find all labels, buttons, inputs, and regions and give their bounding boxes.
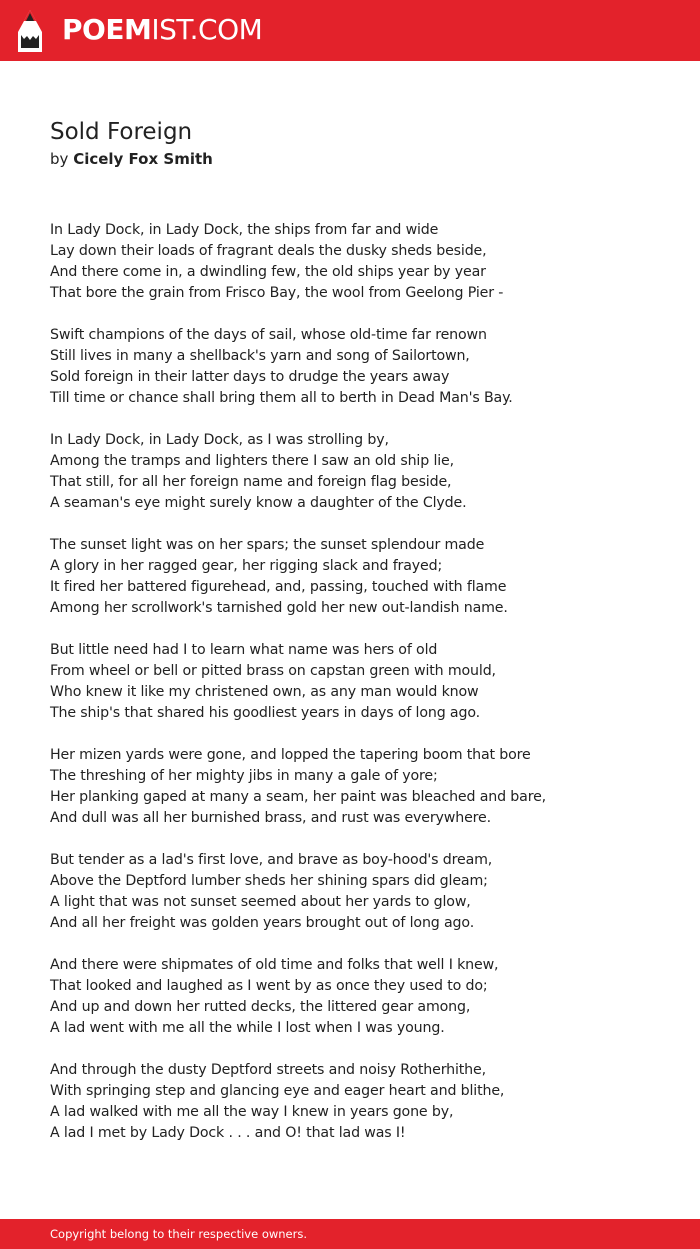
poem-line: Among her scrollwork's tarnished gold her new out-landish name. — [50, 600, 508, 616]
poem-line: Who knew it like my christened own, as any man would know — [50, 684, 479, 700]
poem-line: That looked and laughed as I went by as once they used to do; — [50, 978, 488, 994]
poem-line: In Lady Dock, in Lady Dock, the ships from far and wide — [50, 222, 439, 238]
poem-line: In Lady Dock, in Lady Dock, as I was strolling by, — [50, 432, 389, 448]
poem-line: And through the dusty Deptford streets and noisy Rotherhithe, — [50, 1062, 486, 1078]
poem-line: And dull was all her burnished brass, and rust was everywhere. — [50, 810, 491, 826]
stanza — [50, 430, 660, 514]
poem-line: From wheel or bell or pitted brass on capstan green with mould, — [50, 663, 496, 679]
poem-line: The threshing of her mighty jibs in many a gale of yore; — [50, 768, 438, 784]
poem-line: Among the tramps and lighters there I saw an old ship lie, — [50, 453, 454, 469]
poem-line: And all her freight was golden years brought out of long ago. — [50, 915, 475, 931]
stanza — [50, 535, 660, 619]
pencil-icon[interactable] — [18, 10, 42, 52]
byline — [50, 148, 660, 170]
poem-line: A glory in her ragged gear, her rigging slack and frayed; — [50, 558, 443, 574]
author-name: Cicely Fox Smith — [73, 150, 213, 168]
poem-line: Her mizen yards were gone, and lopped the tapering boom that bore — [50, 747, 531, 763]
poem-line: It fired her battered figurehead, and, passing, touched with flame — [50, 579, 507, 595]
poem-line: A lad I met by Lady Dock . . . and O! that lad was I! — [50, 1125, 406, 1141]
poem-line: And there come in, a dwindling few, the old ships year by year — [50, 264, 486, 280]
stanza — [50, 745, 660, 829]
poem-line: And up and down her rutted decks, the littered gear among, — [50, 999, 471, 1015]
poem-line: Her planking gaped at many a seam, her paint was bleached and bare, — [50, 789, 547, 805]
stanza — [50, 850, 660, 934]
byline-prefix: by — [50, 150, 69, 168]
poem-line: The sunset light was on her spars; the sunset splendour made — [50, 537, 485, 553]
poem-line: A lad went with me all the while I lost when I was young. — [50, 1020, 445, 1036]
poem-line: Till time or chance shall bring them all to berth in Dead Man's Bay. — [50, 390, 513, 406]
stanza — [50, 220, 660, 304]
poem-line: Lay down their loads of fragrant deals the dusky sheds beside, — [50, 243, 487, 259]
site-footer — [0, 1219, 700, 1249]
poem-line: That bore the grain from Frisco Bay, the wool from Geelong Pier - — [50, 285, 504, 301]
poem-title: Sold Foreign — [50, 119, 193, 145]
poem-body — [50, 220, 660, 1144]
stanza — [50, 1060, 660, 1144]
poem-line: Above the Deptford lumber sheds her shining spars did gleam; — [50, 873, 488, 889]
poem-line: Still lives in many a shellback's yarn and song of Sailortown, — [50, 348, 470, 364]
stanza — [50, 325, 660, 409]
poem-line: A seaman's eye might surely know a daughter of the Clyde. — [50, 495, 467, 511]
poem-line: But little need had I to learn what name was hers of old — [50, 642, 438, 658]
poem-line: The ship's that shared his goodliest years in days of long ago. — [50, 705, 480, 721]
poem-line: A lad walked with me all the way I knew in years gone by, — [50, 1104, 454, 1120]
poem-line: Swift champions of the days of sail, whose old-time far renown — [50, 327, 487, 343]
logo-light-text: IST.COM — [151, 13, 263, 46]
poem-line: A light that was not sunset seemed about her yards to glow, — [50, 894, 471, 910]
stanza — [50, 640, 660, 724]
poem-line: That still, for all her foreign name and foreign flag beside, — [50, 474, 452, 490]
poem-line: Sold foreign in their latter days to drudge the years away — [50, 369, 450, 385]
site-header — [0, 0, 700, 61]
copyright-text: Copyright belong to their respective owners. — [50, 1227, 308, 1241]
poem-line: But tender as a lad's first love, and brave as boy-hood's dream, — [50, 852, 493, 868]
poem-content — [50, 116, 660, 1165]
site-logo-link[interactable] — [62, 11, 262, 49]
logo-bold-text: POEM — [62, 13, 152, 46]
poem-line: With springing step and glancing eye and eager heart and blithe, — [50, 1083, 505, 1099]
stanza — [50, 955, 660, 1039]
poem-line: And there were shipmates of old time and folks that well I knew, — [50, 957, 499, 973]
